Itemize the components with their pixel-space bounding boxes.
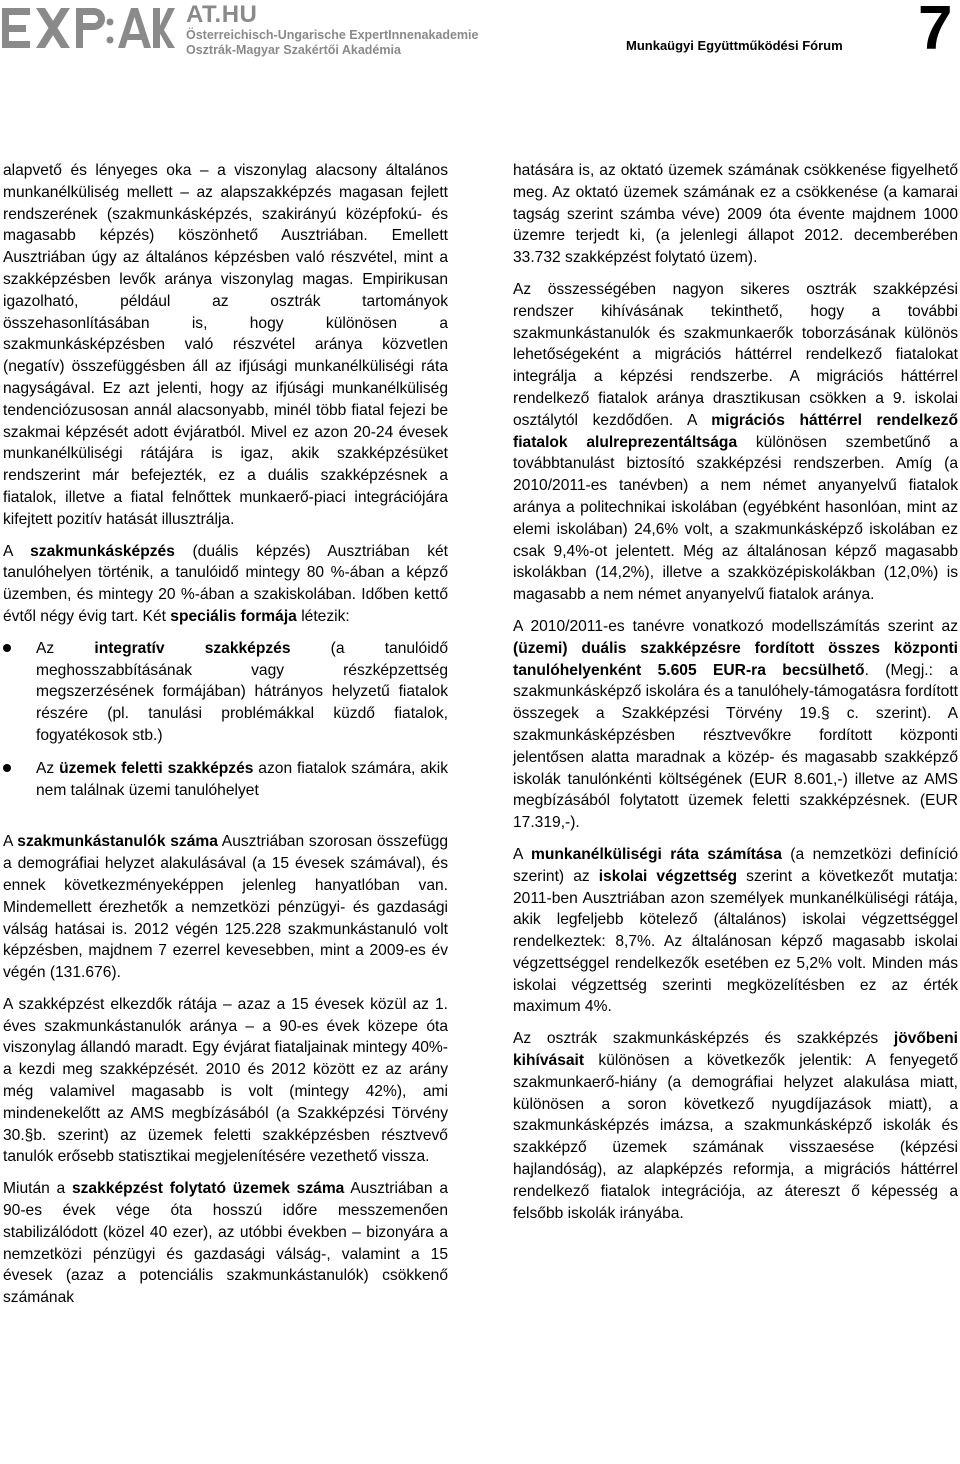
right-paragraph-1: hatására is, az oktató üzemek számának csökkenése figyelhető meg. Az oktató üzemek számának ez a csökkenése (a kamarai tagság szerint számba véve) 2009 óta évente majdnem 1000 üzemre terjedt ki, (a jelenlegi állapot 2012. decemberében 33.732 szakképzést folytató üzem). <box>513 162 958 267</box>
right-paragraph-2: Az összességében nagyon sikeres osztrák szakképzési rendszer kihívásának tekinthető, hogy a további szakmunkástanulók és szakmunkaerők toborzásának különös lehetőségeként a migrációs háttérrel rendelkező fiatalokat integrálja a képzési rendszerbe. A migrációs háttérrel rendelkező fiatalok aránya drasztikusan csökken a 9. iskolai osztálytól kezdődően. A migrációs háttérrel rendelkező fiatalok alulreprezentáltsága különösen szembetűnő a továbbtanulást biztosító szakképzési rendszerben. Amíg (a 2010/2011-es tanévben) a nem német anyanyelvű fiatalok aránya a politechnikai iskolában (egyébként hasonlóan, mint az elemi iskolában) 24,6% volt, a szakmunkásképző iskolában ez csak 9,4%-ot jelentett. Még az általánosan képző magasabb iskolákban (14,2%), illetve a szakközépiskolákban (12,0%) is magasabb a nem német anyanyelvű fiatalok aránya. <box>513 280 958 604</box>
right-paragraph-4: A munkanélküliségi ráta számítása (a nemzetközi definíció szerint) az iskolai végzettség szerint a következőt mutatja: 2011-ben Ausztriában azon személyek munkanélküliségi rátája, akik legfeljebb kötelező (általános) iskolai végzettséggel rendelkeztek: 8,7%. Az általánosan képző magasabb iskolai végzettséggel rendelkezők esetében ez 5,2% volt. Minden más iskolai végzettség szerinti megközelítésben ez az érték maximum 4%. <box>513 845 958 1016</box>
right-paragraph-5: Az osztrák szakmunkásképzés és szakképzés jövőbeni kihívásait különösen a következők jelentik: A fenyegető szakmunkaerő-hiány (a demográfiai helyzet alakulása miatt, különösen a soron következő nyugdíjazások miatt), a szakmunkásképzés imázsa, a szakmunkásképző iskolák és szakképző üzemek számának visszaesése (képzési hajlandóság), az alapképzés reformja, a migrációs háttérrel rendelkező fiatalok integrációja, az átereszt ő képesség a felsőbb iskolák irányába. <box>513 1030 958 1222</box>
list-item: Az integratív szakképzés (a tanulóidő meghosszabbításának vagy részképzettség megszerzésének formájában) hátrányos helyzetű fiatalok részére (pl. tanulási problémákkal küzdő fiatalok, fogyatékosok stb.) <box>3 638 448 747</box>
left-paragraph-5: Miután a szakképzést folytató üzemek száma Ausztriában a 90-es évek vége óta hosszú időre messzemenően stabilizálódott (közel 40 ezer), az utóbbi években – bizonyára a nemzetközi pénzügyi és gazdasági válság-, valamint a 15 évesek (azaz a potenciális szakmunkástanulók) csökkenő számának <box>3 1180 448 1307</box>
forum-title: Munkaügyi Együttműködési Fórum <box>626 38 843 53</box>
left-column <box>3 160 448 1319</box>
athu-line-german: Österreichisch-Ungarische ExpertInnenakademie <box>186 28 479 42</box>
page-number: 7 <box>918 0 953 63</box>
left-paragraph-1: alapvető és lényeges oka – a viszonylag alacsony általános munkanélküliség mellett – az alapszakképzés magasan fejlett rendszerének (szakmunkásképzés, szakirányú középfokú- és magasabb képzés) köszönhető Ausztriában. Emellett Ausztriában úgy az általános képzésben való részvétel, mint a szakképzésben levők aránya viszonylag magas. Empirikusan igazolható, például az osztrák tartományok összehasonlításában is, hogy különösen a szakmunkásképzésben való részvétel aránya közvetlen (negatív) összefüggésben áll az ifjúsági munkanélküliségi ráta nagyságával. Ez azt jelenti, hogy az ifjúsági munkanélküliség tendenciózusosan annál alacsonyabb, minél több fiatal fejezi be szakmai képzését adott évjáratból. Mivel ez azon 20-24 évesek munkanélküliségi rátájára is igaz, akik szakképzésüket rendszerint már befejezték, ez a duális szakképzésnek a fiatalok, illetve a fiatal felnőttek munkaerő-piaci integrációjára kifejtett pozitív hatását illusztrálja. <box>3 162 448 528</box>
left-paragraph-4: A szakképzést elkezdők rátája – azaz a 15 évesek közül az 1. éves szakmunkástanulók aránya – a 90-es évek közepe óta viszonylag állandó maradt. Egy évjárat fiataljainak mintegy 40%-a kezdi meg szakképzését. 2010 és 2012 között ez az arány még valamivel magasabb is volt (mintegy 42%), ami mindenekelőtt az AMS megbízásából (a Szakképzési Törvény 30.§b. szerint) az üzemek feletti szakképzésben résztvevő tanulók erősebb statisztikai megjelenítésére vezethető vissza. <box>3 995 448 1166</box>
left-paragraph-3: A szakmunkástanulók száma Ausztriában szorosan összefügg a demográfiai helyzet alakulásával (a 15 évesek számával), és ennek következményeképpen jelenleg hanyatlóban van. Mindemellett érezhetők a nemzetközi pénzügyi- és gazdasági válság hatásai is. 2012 végén 125.228 szakmunkástanuló volt képzésben, majdnem 7 ezerrel kevesebben, mint a 2009-es év végén (131.676). <box>3 833 449 982</box>
athu-title: AT.HU <box>186 1 258 28</box>
special-forms-list <box>3 638 448 802</box>
page-header <box>0 0 960 70</box>
right-column <box>513 160 958 1234</box>
expak-logo <box>0 0 175 58</box>
right-paragraph-3: A 2010/2011-es tanévre vonatkozó modellszámítás szerint az (üzemi) duális szakképzésre fordított összes központi tanulóhelyenként 5.605 EUR-ra becsülhető. (Megj.: a szakmunkásképző iskolára és a tanulóhely-támogatásra fordított összegek a Szakképzési Törvény 19.§ c. szerint). A szakmunkásképzésben résztvevőkre fordított központi jelentősen alatta maradnak a közép- és magasabb szakképző iskolák tanulónkénti költségének (EUR 8.601,-) illetve az AMS megbízásából folytatott üzemek feletti szakképzésnek. (EUR 17.319,-). <box>513 617 958 832</box>
list-item: Az üzemek feletti szakképzés azon fiatalok számára, akik nem találnak üzemi tanulóhelyet <box>3 758 448 802</box>
athu-line-hungarian: Osztrák-Magyar Szakértői Akadémia <box>186 43 401 57</box>
bullet-icon <box>3 764 11 772</box>
bullet-icon <box>3 644 11 652</box>
left-paragraph-2: A szakmunkásképzés (duális képzés) Ausztriában két tanulóhelyen történik, a tanulóidő mintegy 80 %-ában a képző üzemben, és mintegy 20 %-ában a szakiskolában. Időben kettő évtől négy évig tart. Két speciális formája létezik: <box>3 542 449 625</box>
athu-brand <box>186 2 478 58</box>
